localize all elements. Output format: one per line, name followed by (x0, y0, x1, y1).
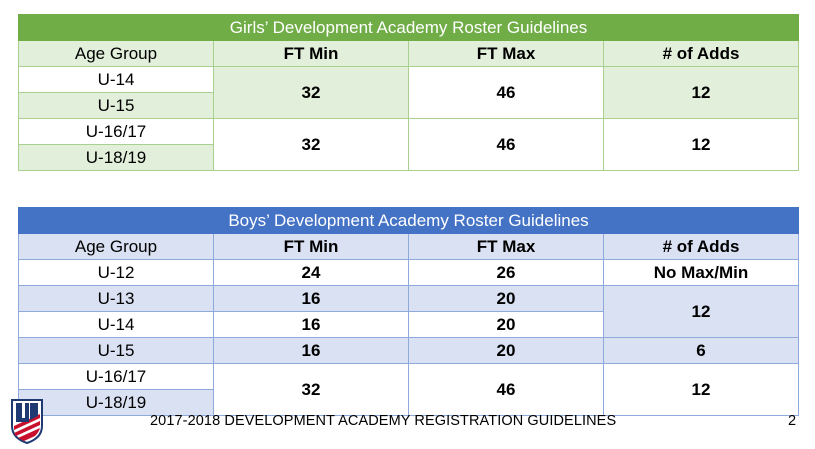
ft-min-cell: 16 (214, 286, 409, 312)
ft-max-cell: 20 (409, 312, 604, 338)
table-row (19, 364, 799, 390)
header-ft-max: FT Max (409, 234, 604, 260)
age-cell: U-18/19 (19, 145, 214, 171)
girls-header-row (19, 41, 799, 67)
age-cell: U-15 (19, 338, 214, 364)
age-cell: U-14 (19, 67, 214, 93)
girls-roster-table (18, 14, 799, 171)
footer-title: 2017-2018 DEVELOPMENT ACADEMY REGISTRATION GUIDELINES (150, 413, 617, 429)
adds-cell: 12 (604, 286, 799, 338)
adds-cell: 12 (604, 364, 799, 416)
age-cell: U-13 (19, 286, 214, 312)
header-ft-min: FT Min (214, 234, 409, 260)
header-ft-min: FT Min (214, 41, 409, 67)
header-age-group: Age Group (19, 41, 214, 67)
boys-header-row (19, 234, 799, 260)
header-adds: # of Adds (604, 41, 799, 67)
header-age-group: Age Group (19, 234, 214, 260)
ft-min-cell: 24 (214, 260, 409, 286)
boys-table-title: Boys’ Development Academy Roster Guidelines (19, 208, 799, 234)
ft-min-cell: 32 (214, 119, 409, 171)
table-row (19, 260, 799, 286)
page-number: 2 (788, 413, 797, 429)
table-row (19, 119, 799, 145)
age-cell: U-12 (19, 260, 214, 286)
ft-min-cell: 16 (214, 312, 409, 338)
ft-max-cell: 26 (409, 260, 604, 286)
table-row (19, 338, 799, 364)
adds-cell: 6 (604, 338, 799, 364)
header-ft-max: FT Max (409, 41, 604, 67)
ft-max-cell: 46 (409, 119, 604, 171)
ft-max-cell: 46 (409, 364, 604, 416)
age-cell: U-14 (19, 312, 214, 338)
ft-max-cell: 20 (409, 338, 604, 364)
table-row (19, 67, 799, 93)
boys-roster-table (18, 207, 799, 416)
ft-max-cell: 20 (409, 286, 604, 312)
age-cell: U-16/17 (19, 119, 214, 145)
academy-logo-icon (10, 396, 44, 444)
ft-min-cell: 16 (214, 338, 409, 364)
ft-max-cell: 46 (409, 67, 604, 119)
age-cell: U-16/17 (19, 364, 214, 390)
ft-min-cell: 32 (214, 67, 409, 119)
header-adds: # of Adds (604, 234, 799, 260)
age-cell: U-15 (19, 93, 214, 119)
age-cell: U-18/19 (19, 390, 214, 416)
table-row (19, 286, 799, 312)
girls-table-title: Girls’ Development Academy Roster Guidelines (19, 15, 799, 41)
adds-cell: 12 (604, 67, 799, 119)
adds-cell: No Max/Min (604, 260, 799, 286)
adds-cell: 12 (604, 119, 799, 171)
ft-min-cell: 32 (214, 364, 409, 416)
